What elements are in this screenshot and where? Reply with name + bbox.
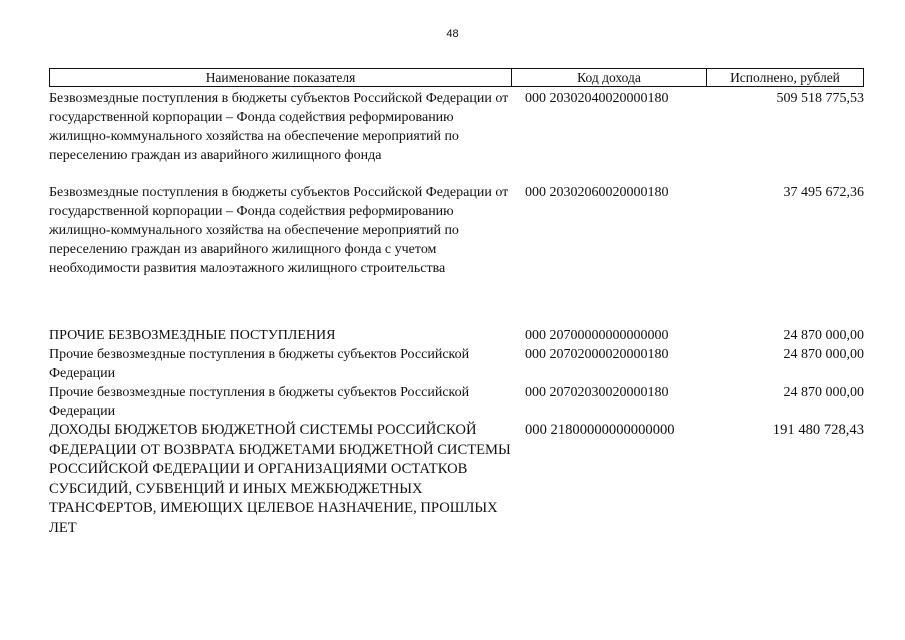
row-name: Безвозмездные поступления в бюджеты субъектов Российской Федерации от государственной корпорации – Фонда содействия реформированию жилищно-коммунального хозяйства на обеспечение мероприятий по переселению граждан из аварийного жилищного фонда bbox=[49, 91, 509, 163]
row-amount: 509 518 775,53 bbox=[776, 91, 864, 106]
row-amount: 24 870 000,00 bbox=[783, 385, 864, 400]
table-row bbox=[49, 421, 864, 538]
row-code: 000 21800000000000000 bbox=[525, 422, 675, 438]
header-name: Наименование показателя bbox=[49, 69, 512, 86]
row-code: 000 20702000020000180 bbox=[525, 347, 669, 362]
row-name: Прочие безвозмездные поступления в бюджеты субъектов Российской Федерации bbox=[49, 347, 470, 381]
revenue-table bbox=[49, 68, 864, 538]
page-number: 48 bbox=[446, 28, 459, 40]
row-code: 000 20302040020000180 bbox=[525, 91, 669, 106]
table-row bbox=[49, 326, 864, 345]
row-name: ДОХОДЫ БЮДЖЕТОВ БЮДЖЕТНОЙ СИСТЕМЫ РОССИЙСКОЙ ФЕДЕРАЦИИ ОТ ВОЗВРАТА БЮДЖЕТАМИ БЮДЖЕТНОЙ СИСТЕМЫ РОССИЙСКОЙ ФЕДЕРАЦИИ И ОРГАНИЗАЦИЯМИ ОСТАТКОВ СУБСИДИЙ, СУБВЕНЦИЙ И ИНЫХ МЕЖБЮДЖЕТНЫХ ТРАНСФЕРТОВ, ИМЕЮЩИХ ЦЕЛЕВОЕ НАЗНАЧЕНИЕ, ПРОШЛЫХ ЛЕТ bbox=[49, 422, 511, 536]
row-amount: 37 495 672,36 bbox=[783, 185, 864, 200]
table-row bbox=[49, 89, 864, 179]
header-code: Код дохода bbox=[512, 69, 707, 86]
header-amount: Исполнено, рублей bbox=[707, 69, 864, 86]
row-code: 000 20700000000000000 bbox=[525, 328, 669, 343]
table-row bbox=[49, 383, 864, 421]
row-name: Прочие безвозмездные поступления в бюджеты субъектов Российской Федерации bbox=[49, 385, 470, 419]
row-name: Безвозмездные поступления в бюджеты субъектов Российской Федерации от государственной корпорации – Фонда содействия реформированию жилищно-коммунального хозяйства на обеспечение мероприятий по переселению граждан из аварийного жилищного фонда с учетом необходимости развития малоэтажного жилищного строительства bbox=[49, 185, 509, 276]
row-amount: 191 480 728,43 bbox=[772, 422, 864, 438]
table-row bbox=[49, 345, 864, 383]
row-amount: 24 870 000,00 bbox=[783, 328, 864, 343]
row-name: ПРОЧИЕ БЕЗВОЗМЕЗДНЫЕ ПОСТУПЛЕНИЯ bbox=[49, 328, 336, 343]
table-header bbox=[49, 68, 864, 87]
row-code: 000 20702030020000180 bbox=[525, 385, 669, 400]
row-amount: 24 870 000,00 bbox=[783, 347, 864, 362]
row-code: 000 20302060020000180 bbox=[525, 185, 669, 200]
table-row bbox=[49, 183, 864, 305]
